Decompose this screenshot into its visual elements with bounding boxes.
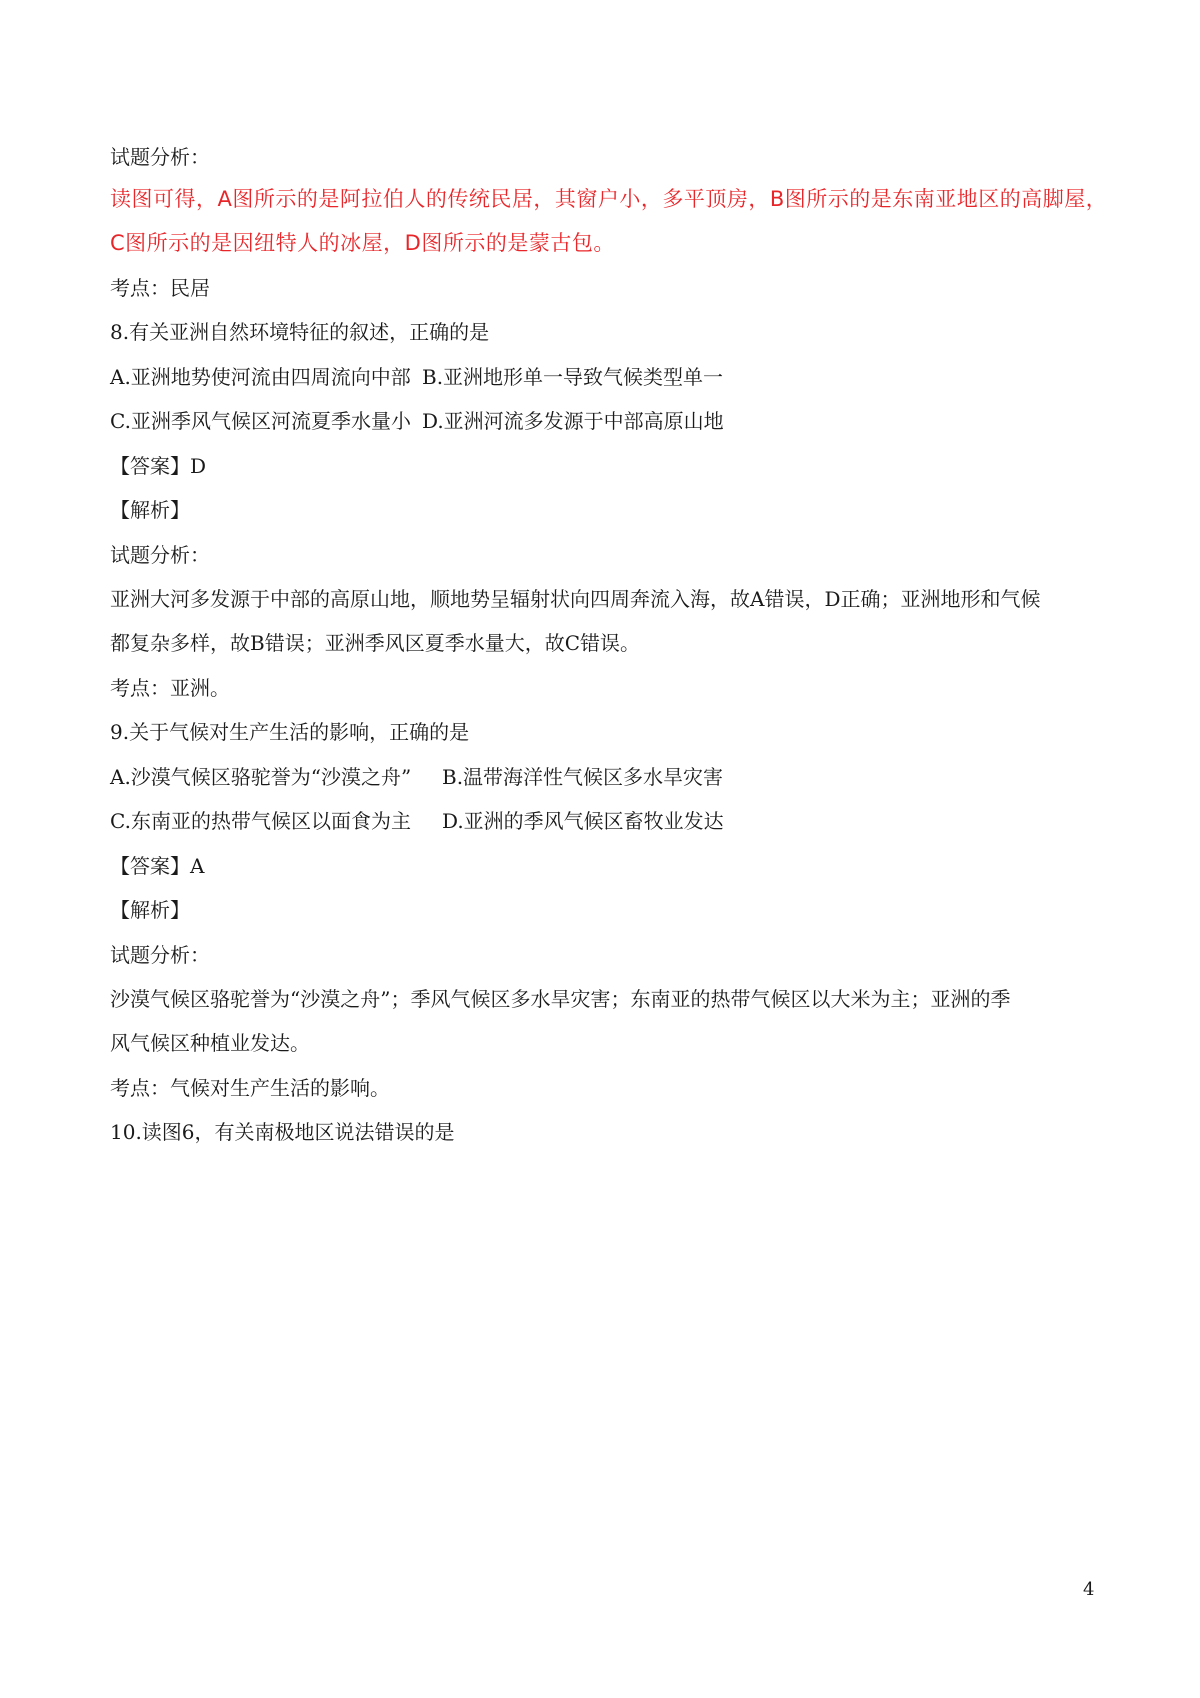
q8-option-a: A.亚洲地势使河流由四周流向中部 <box>110 365 411 389</box>
q9-answer: 【答案】A <box>110 854 205 878</box>
q8-kaodian: 考点：亚洲。 <box>110 676 230 700</box>
q9-question: 9.关于气候对生产生活的影响，正确的是 <box>110 720 470 744</box>
page-number: 4 <box>1083 1579 1095 1600</box>
q9-option-c: C.东南亚的热带气候区以面食为主 <box>110 809 411 833</box>
q8-options-row-1 <box>110 363 724 391</box>
q8-analysis-line-1: 亚洲大河多发源于中部的高原山地，顺地势呈辐射状向四周奔流入海，故A错误，D正确；亚洲地形和气候 <box>110 587 1041 611</box>
q8-question: 8.有关亚洲自然环境特征的叙述，正确的是 <box>110 320 490 344</box>
q9-options-row-2 <box>110 807 724 835</box>
q8-jiexi: 【解析】 <box>110 498 190 522</box>
q9-option-a: A.沙漠气候区骆驼誉为“沙漠之舟” <box>110 765 412 789</box>
q9-option-b: B.温带海洋性气候区多水旱灾害 <box>442 765 724 789</box>
q9-analysis-line-2: 风气候区种植业发达。 <box>110 1031 310 1055</box>
q8-options-row-2 <box>110 407 724 435</box>
q9-option-d: D.亚洲的季风气候区畜牧业发达 <box>442 809 724 833</box>
q7-kaodian: 考点：民居 <box>110 276 210 300</box>
q7-analysis-line-1: 读图可得，A图所示的是阿拉伯人的传统民居，其窗户小，多平顶房，B图所示的是东南亚地区的高脚屋， <box>110 187 1108 211</box>
q8-option-c: C.亚洲季风气候区河流夏季水量小 <box>110 409 411 433</box>
q10-question: 10.读图6，有关南极地区说法错误的是 <box>110 1120 455 1144</box>
q9-kaodian: 考点：气候对生产生活的影响。 <box>110 1076 390 1100</box>
q8-option-d: D.亚洲河流多发源于中部高原山地 <box>422 409 724 433</box>
q9-options-row-1 <box>110 763 724 791</box>
q9-analysis-label: 试题分析： <box>110 943 210 967</box>
q9-analysis-line-1: 沙漠气候区骆驼誉为“沙漠之舟”；季风气候区多水旱灾害；东南亚的热带气候区以大米为主；亚洲的季 <box>110 987 1011 1011</box>
q8-analysis-line-2: 都复杂多样，故B错误；亚洲季风区夏季水量大，故C错误。 <box>110 631 640 655</box>
q7-analysis-line-2: C图所示的是因纽特人的冰屋，D图所示的是蒙古包。 <box>110 231 615 255</box>
q8-answer: 【答案】D <box>110 454 207 478</box>
q8-option-b: B.亚洲地形单一导致气候类型单一 <box>422 365 724 389</box>
q9-jiexi: 【解析】 <box>110 898 190 922</box>
q8-analysis-label: 试题分析： <box>110 543 210 567</box>
q7-analysis-label: 试题分析： <box>110 145 210 169</box>
